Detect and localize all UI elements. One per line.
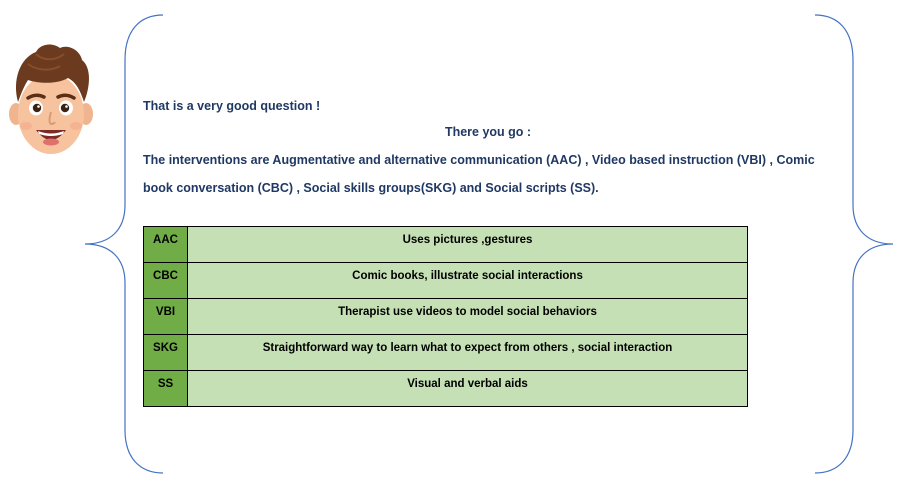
table-row [144,299,748,335]
abbr-cell: CBC [144,263,188,299]
description-cell: Uses pictures ,gestures [188,227,748,263]
abbr-cell: SKG [144,335,188,371]
abbr-cell: SS [144,371,188,407]
description-cell: Therapist use videos to model social behaviors [188,299,748,335]
intro-text: There you go : [444,125,532,139]
right-brace [815,15,893,473]
table-row [144,335,748,371]
table-row [144,371,748,407]
greeting-text: That is a very good question ! [143,99,321,113]
description-cell: Visual and verbal aids [188,371,748,407]
message-text [143,96,843,202]
abbr-cell: VBI [144,299,188,335]
description-cell: Straightforward way to learn what to expect from others , social interaction [188,335,748,371]
table-row [144,227,748,263]
interventions-paragraph: The interventions are Augmentative and alternative communication (AAC) , Video based instruction (VBI) , Comic book conversation (CBC) , Social skills groups(SKG) and Social scripts (SS). [143,153,815,195]
description-cell: Comic books, illustrate social interactions [188,263,748,299]
interventions-table [143,226,748,407]
table-row [144,263,748,299]
boy-memoji-icon [6,40,96,158]
abbr-cell: AAC [144,227,188,263]
